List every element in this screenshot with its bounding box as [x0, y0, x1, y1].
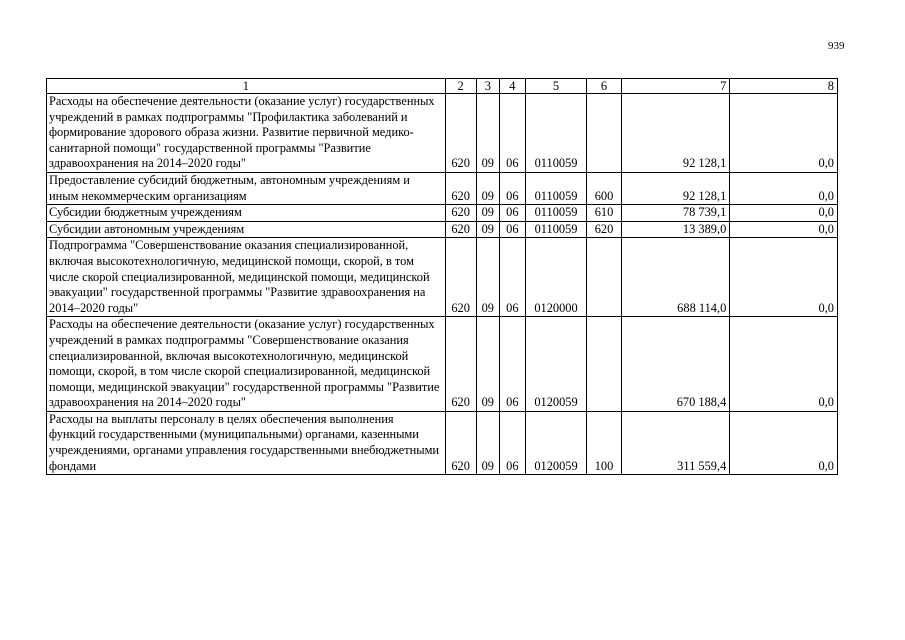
amount-value: 670 188,4 — [621, 317, 730, 412]
table-row — [47, 205, 838, 222]
subsection-code: 06 — [500, 94, 526, 173]
subsection-code: 06 — [500, 238, 526, 317]
target-article-code: 0110059 — [525, 221, 587, 238]
target-article-code: 0110059 — [525, 94, 587, 173]
subsection-code: 06 — [500, 317, 526, 412]
ministry-code: 620 — [445, 238, 476, 317]
expense-type-code: 610 — [587, 205, 621, 222]
table-row — [47, 94, 838, 173]
table-row — [47, 411, 838, 474]
expense-type-code — [587, 94, 621, 173]
row-description: Расходы на выплаты персоналу в целях обеспечения выполнения функций государственными (муниципальными) органами, казенными учреждениями, органами управления государственными внебюджетными фондами — [47, 411, 446, 474]
column-header-2: 2 — [445, 79, 476, 94]
second-amount-value: 0,0 — [730, 94, 838, 173]
expense-type-code: 100 — [587, 411, 621, 474]
subsection-code: 06 — [500, 221, 526, 238]
ministry-code: 620 — [445, 172, 476, 204]
table-header-row — [47, 79, 838, 94]
second-amount-value: 0,0 — [730, 221, 838, 238]
column-header-6: 6 — [587, 79, 621, 94]
row-description: Расходы на обеспечение деятельности (оказание услуг) государственных учреждений в рамках подпрограммы "Совершенствование оказания специализированной, включая высокотехнологичную, медицинской помощи, скорой, в том числе скорой специализированной, медицинской помощи, медицинской эвакуации" государственной программы "Развитие здравоохранения на 2014–2020 годы" — [47, 317, 446, 412]
row-description: Расходы на обеспечение деятельности (оказание услуг) государственных учреждений в рамках подпрограммы "Профилактика заболеваний и формирование здорового образа жизни. Развитие первичной медико-санитарной помощи" государственной программы "Развитие здравоохранения на 2014–2020 годы" — [47, 94, 446, 173]
subsection-code: 06 — [500, 205, 526, 222]
budget-table — [46, 78, 838, 475]
amount-value: 92 128,1 — [621, 172, 730, 204]
row-description: Субсидии бюджетным учреждениям — [47, 205, 446, 222]
second-amount-value: 0,0 — [730, 172, 838, 204]
amount-value: 688 114,0 — [621, 238, 730, 317]
expense-type-code — [587, 238, 621, 317]
table-row — [47, 317, 838, 412]
ministry-code: 620 — [445, 317, 476, 412]
column-header-4: 4 — [500, 79, 526, 94]
row-description: Предоставление субсидий бюджетным, автономным учреждениям и иным некоммерческим организациям — [47, 172, 446, 204]
section-code: 09 — [476, 94, 499, 173]
section-code: 09 — [476, 411, 499, 474]
row-description: Подпрограмма "Совершенствование оказания специализированной, включая высокотехнологичную, медицинской помощи, скорой, в том числе скорой специализированной, медицинской помощи, медицинской эвакуации" государственной программы "Развитие здравоохранения на 2014–2020 годы" — [47, 238, 446, 317]
column-header-8: 8 — [730, 79, 838, 94]
subsection-code: 06 — [500, 411, 526, 474]
target-article-code: 0110059 — [525, 172, 587, 204]
second-amount-value: 0,0 — [730, 238, 838, 317]
column-header-5: 5 — [525, 79, 587, 94]
table-row — [47, 221, 838, 238]
second-amount-value: 0,0 — [730, 411, 838, 474]
section-code: 09 — [476, 205, 499, 222]
second-amount-value: 0,0 — [730, 205, 838, 222]
ministry-code: 620 — [445, 221, 476, 238]
target-article-code: 0120059 — [525, 317, 587, 412]
page-number: 939 — [828, 40, 845, 52]
expense-type-code: 620 — [587, 221, 621, 238]
ministry-code: 620 — [445, 411, 476, 474]
section-code: 09 — [476, 221, 499, 238]
ministry-code: 620 — [445, 94, 476, 173]
second-amount-value: 0,0 — [730, 317, 838, 412]
target-article-code: 0120000 — [525, 238, 587, 317]
table-row — [47, 238, 838, 317]
column-header-3: 3 — [476, 79, 499, 94]
column-header-7: 7 — [621, 79, 730, 94]
target-article-code: 0120059 — [525, 411, 587, 474]
subsection-code: 06 — [500, 172, 526, 204]
amount-value: 78 739,1 — [621, 205, 730, 222]
amount-value: 92 128,1 — [621, 94, 730, 173]
expense-type-code — [587, 317, 621, 412]
section-code: 09 — [476, 172, 499, 204]
section-code: 09 — [476, 317, 499, 412]
amount-value: 13 389,0 — [621, 221, 730, 238]
amount-value: 311 559,4 — [621, 411, 730, 474]
ministry-code: 620 — [445, 205, 476, 222]
column-header-1: 1 — [47, 79, 446, 94]
section-code: 09 — [476, 238, 499, 317]
target-article-code: 0110059 — [525, 205, 587, 222]
expense-type-code: 600 — [587, 172, 621, 204]
table-row — [47, 172, 838, 204]
row-description: Субсидии автономным учреждениям — [47, 221, 446, 238]
